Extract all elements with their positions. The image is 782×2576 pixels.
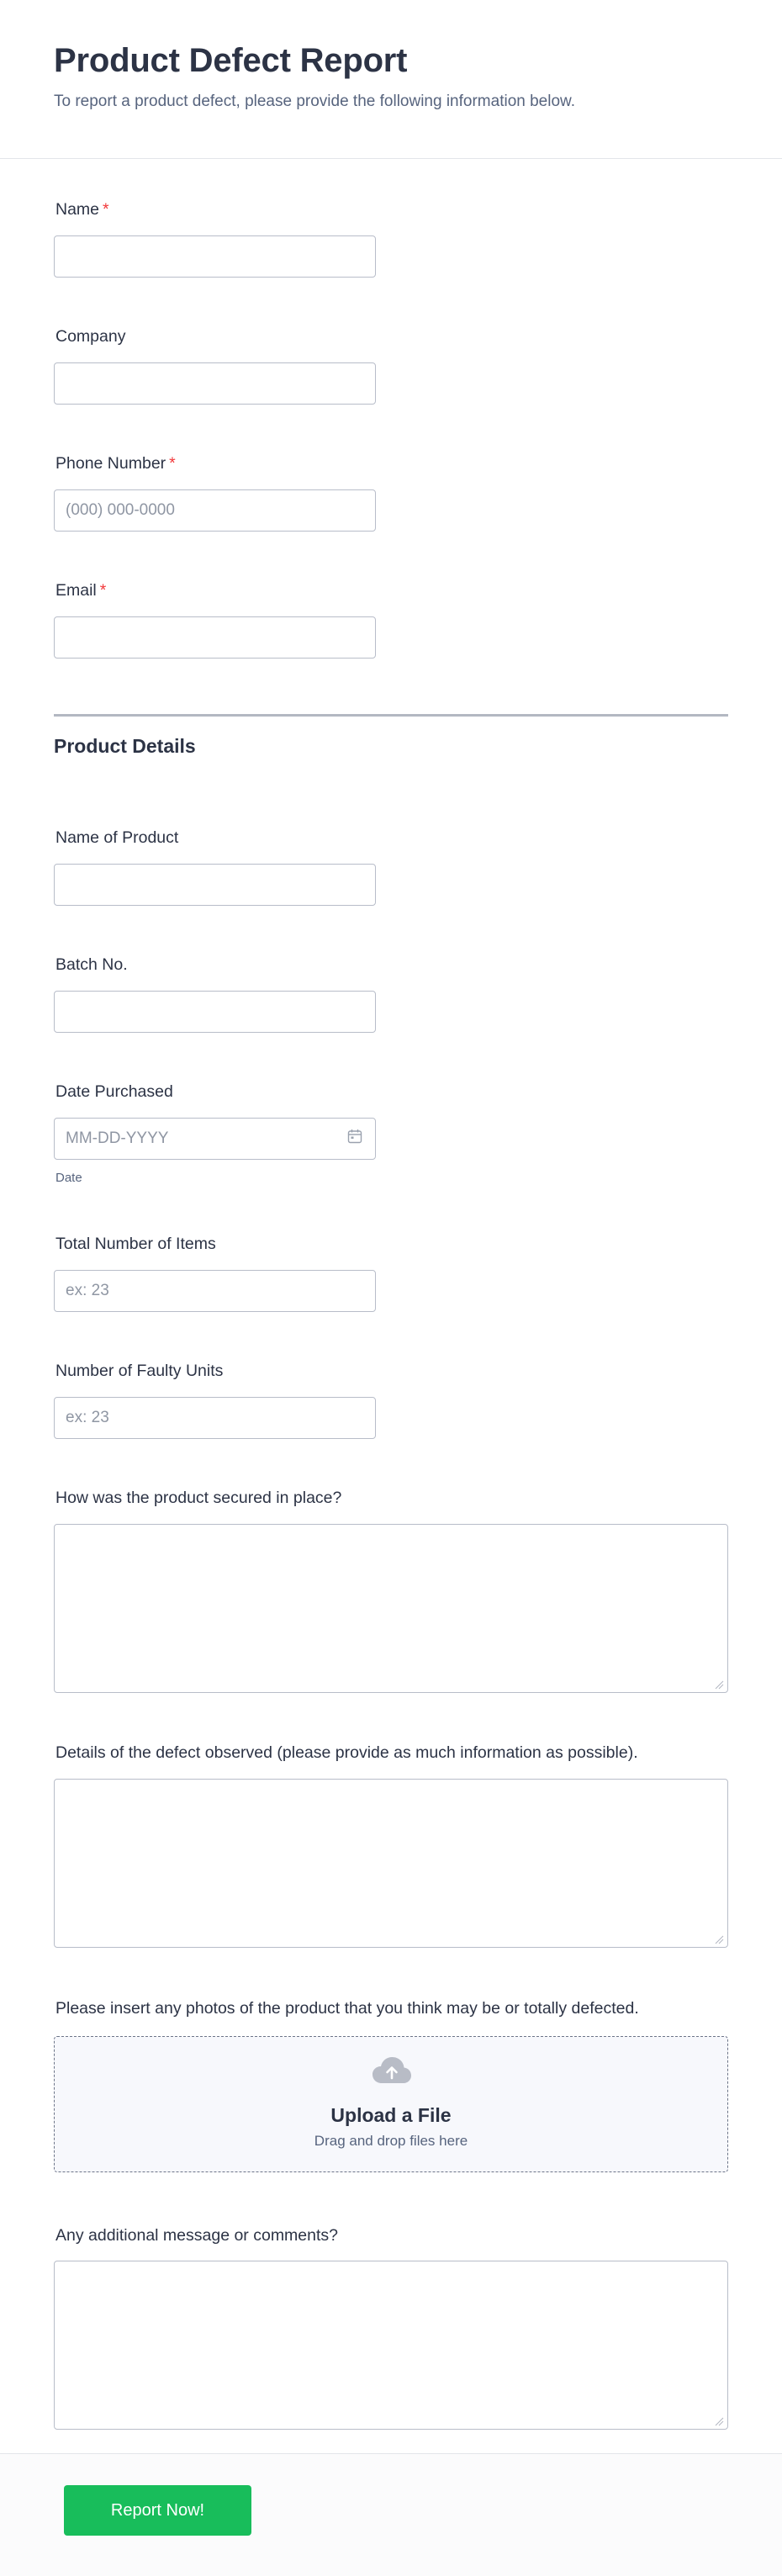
secured-textarea[interactable]: [54, 1524, 728, 1693]
upload-subtitle: Drag and drop files here: [314, 2133, 468, 2149]
form-header: [0, 0, 782, 159]
report-now-button[interactable]: Report Now!: [64, 2485, 251, 2536]
comments-label: Any additional message or comments?: [55, 2226, 339, 2245]
calendar-icon[interactable]: [347, 1129, 362, 1144]
total-items-input[interactable]: [54, 1270, 376, 1312]
required-marker: *: [99, 581, 107, 600]
phone-input[interactable]: [54, 489, 376, 532]
defect-details-textarea[interactable]: [54, 1779, 728, 1948]
total-items-label: Total Number of Items: [55, 1235, 216, 1253]
photos-label: Please insert any photos of the product that you think may be or totally defected.: [55, 1999, 639, 2018]
page-title: Product Defect Report: [54, 42, 408, 79]
required-marker: *: [103, 200, 109, 219]
name-input[interactable]: [54, 235, 376, 278]
comments-textarea[interactable]: [54, 2261, 728, 2430]
page-subtitle: To report a product defect, please provide the following information below.: [54, 93, 575, 110]
faulty-units-label: Number of Faulty Units: [55, 1362, 224, 1380]
name-label: Name *: [55, 200, 109, 219]
batch-no-label: Batch No.: [55, 955, 128, 974]
phone-label: Phone Number *: [55, 454, 176, 473]
batch-no-input[interactable]: [54, 991, 376, 1033]
email-label: Email *: [55, 581, 107, 600]
resize-handle-icon[interactable]: [715, 1935, 724, 1944]
form-footer: [0, 2453, 782, 2576]
company-label: Company: [55, 327, 126, 346]
secured-label: How was the product secured in place?: [55, 1489, 342, 1507]
section-divider: [54, 714, 728, 717]
date-purchased-label: Date Purchased: [55, 1082, 173, 1101]
defect-details-label: Details of the defect observed (please provide as much information as possible).: [55, 1743, 638, 1762]
company-input[interactable]: [54, 362, 376, 405]
product-name-label: Name of Product: [55, 828, 179, 847]
date-purchased-input[interactable]: [54, 1118, 376, 1160]
date-sublabel: Date: [55, 1171, 82, 1185]
email-input[interactable]: [54, 616, 376, 659]
product-name-input[interactable]: [54, 864, 376, 906]
faulty-units-input[interactable]: [54, 1397, 376, 1439]
required-marker: *: [169, 454, 176, 473]
file-upload-dropzone[interactable]: [54, 2036, 728, 2172]
resize-handle-icon[interactable]: [715, 1680, 724, 1690]
cloud-upload-icon: [372, 2055, 412, 2086]
section-title: Product Details: [54, 735, 196, 757]
upload-title: Upload a File: [330, 2104, 452, 2126]
resize-handle-icon[interactable]: [715, 2417, 724, 2426]
